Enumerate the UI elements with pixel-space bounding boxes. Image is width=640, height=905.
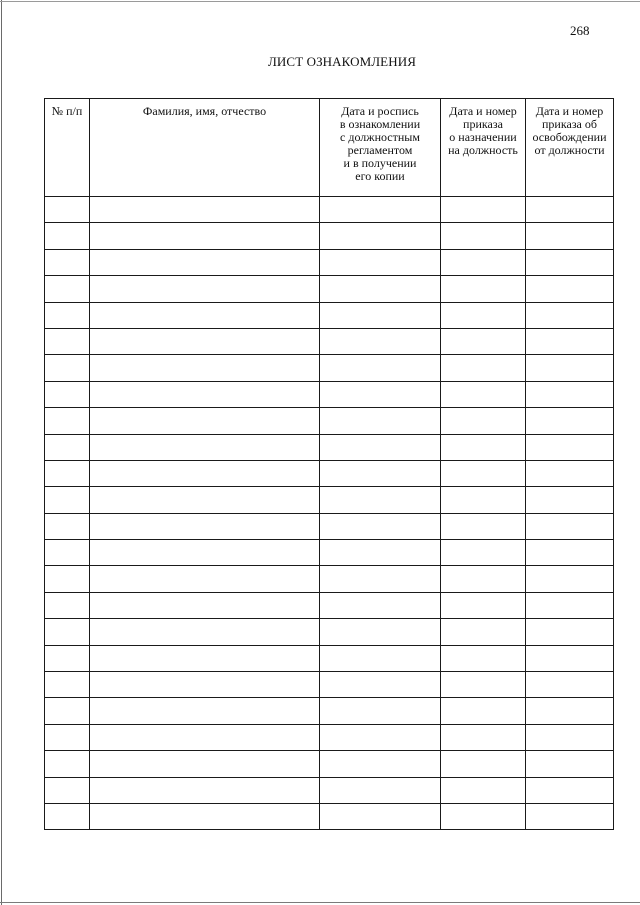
table-row: [45, 223, 614, 249]
table-cell[interactable]: [45, 777, 90, 803]
table-cell[interactable]: [90, 724, 320, 750]
table-cell[interactable]: [90, 434, 320, 460]
table-cell[interactable]: [526, 434, 614, 460]
table-cell[interactable]: [90, 751, 320, 777]
table-cell[interactable]: [526, 302, 614, 328]
table-cell[interactable]: [45, 592, 90, 618]
table-cell[interactable]: [320, 751, 441, 777]
table-cell[interactable]: [320, 249, 441, 275]
table-cell[interactable]: [320, 777, 441, 803]
table-cell[interactable]: [45, 197, 90, 223]
table-cell[interactable]: [45, 751, 90, 777]
table-cell[interactable]: [526, 724, 614, 750]
table-cell[interactable]: [526, 645, 614, 671]
table-cell[interactable]: [320, 724, 441, 750]
table-cell[interactable]: [320, 197, 441, 223]
table-cell[interactable]: [90, 619, 320, 645]
table-cell[interactable]: [526, 223, 614, 249]
table-cell[interactable]: [90, 460, 320, 486]
table-cell[interactable]: [90, 592, 320, 618]
table-cell[interactable]: [441, 381, 526, 407]
table-row: [45, 619, 614, 645]
table-row: [45, 487, 614, 513]
table-cell[interactable]: [526, 276, 614, 302]
table-cell[interactable]: [45, 276, 90, 302]
header-acknowledgement-signature: Дата и роспись в ознакомлении с должностным регламентом и в получении его копии: [320, 99, 441, 197]
table-row: [45, 698, 614, 724]
table-cell[interactable]: [320, 592, 441, 618]
table-cell[interactable]: [90, 645, 320, 671]
table-row: [45, 197, 614, 223]
table-cell[interactable]: [441, 223, 526, 249]
table-cell[interactable]: [320, 645, 441, 671]
table-cell[interactable]: [320, 276, 441, 302]
table-cell[interactable]: [441, 197, 526, 223]
table-cell[interactable]: [90, 566, 320, 592]
table-row: [45, 803, 614, 829]
scan-edge-left: [1, 0, 2, 905]
table-cell[interactable]: [320, 381, 441, 407]
table-cell[interactable]: [45, 487, 90, 513]
table-cell[interactable]: [45, 434, 90, 460]
table-cell[interactable]: [441, 249, 526, 275]
table-cell[interactable]: [441, 408, 526, 434]
table-cell[interactable]: [441, 487, 526, 513]
table-cell[interactable]: [526, 328, 614, 354]
table-cell[interactable]: [90, 777, 320, 803]
table-cell[interactable]: [90, 302, 320, 328]
table-cell[interactable]: [441, 540, 526, 566]
table-cell[interactable]: [526, 592, 614, 618]
header-full-name: Фамилия, имя, отчество: [90, 99, 320, 197]
table-cell[interactable]: [441, 434, 526, 460]
header-dismissal-order: Дата и номер приказа об освобождении от должности: [526, 99, 614, 197]
table-row: [45, 408, 614, 434]
table-cell[interactable]: [441, 513, 526, 539]
table-cell[interactable]: [441, 276, 526, 302]
table-row: [45, 592, 614, 618]
table-row: [45, 249, 614, 275]
table-cell[interactable]: [441, 803, 526, 829]
page-number: 268: [570, 23, 590, 38]
table-cell[interactable]: [90, 513, 320, 539]
table-cell[interactable]: [320, 619, 441, 645]
table-cell[interactable]: [320, 434, 441, 460]
table-cell[interactable]: [45, 672, 90, 698]
table-cell[interactable]: [320, 672, 441, 698]
table-cell[interactable]: [45, 724, 90, 750]
table-cell[interactable]: [45, 249, 90, 275]
table-row: [45, 540, 614, 566]
table-cell[interactable]: [90, 197, 320, 223]
table-cell[interactable]: [45, 355, 90, 381]
table-cell[interactable]: [441, 724, 526, 750]
table-cell[interactable]: [90, 540, 320, 566]
table-cell[interactable]: [90, 381, 320, 407]
table-row: [45, 276, 614, 302]
scan-edge-top: [0, 1, 640, 2]
table-cell[interactable]: [90, 408, 320, 434]
table-cell[interactable]: [526, 355, 614, 381]
table-cell[interactable]: [526, 672, 614, 698]
table-cell[interactable]: [320, 566, 441, 592]
table-cell[interactable]: [526, 777, 614, 803]
table-cell[interactable]: [526, 619, 614, 645]
acknowledgement-table: [44, 98, 614, 830]
table-row: [45, 751, 614, 777]
table-cell[interactable]: [45, 223, 90, 249]
table-cell[interactable]: [45, 381, 90, 407]
table-cell[interactable]: [441, 302, 526, 328]
table-cell[interactable]: [320, 540, 441, 566]
table-row: [45, 645, 614, 671]
table-cell[interactable]: [45, 540, 90, 566]
table-row: [45, 566, 614, 592]
table-cell[interactable]: [526, 381, 614, 407]
table-row: [45, 672, 614, 698]
table-cell[interactable]: [526, 566, 614, 592]
table-row: [45, 460, 614, 486]
table-cell[interactable]: [90, 328, 320, 354]
table-row: [45, 381, 614, 407]
table-cell[interactable]: [526, 540, 614, 566]
table-cell[interactable]: [45, 619, 90, 645]
table-cell[interactable]: [320, 408, 441, 434]
table-cell[interactable]: [90, 487, 320, 513]
table-cell[interactable]: [320, 460, 441, 486]
table-cell[interactable]: [441, 619, 526, 645]
table-cell[interactable]: [526, 460, 614, 486]
table-cell[interactable]: [526, 408, 614, 434]
table-cell[interactable]: [320, 803, 441, 829]
table-cell[interactable]: [441, 751, 526, 777]
table-cell[interactable]: [441, 355, 526, 381]
table-cell[interactable]: [45, 328, 90, 354]
table-cell[interactable]: [526, 698, 614, 724]
table-cell[interactable]: [90, 698, 320, 724]
table-cell[interactable]: [320, 698, 441, 724]
table-cell[interactable]: [45, 645, 90, 671]
table-cell[interactable]: [90, 355, 320, 381]
table-cell[interactable]: [90, 672, 320, 698]
table-row: [45, 302, 614, 328]
table-cell[interactable]: [90, 223, 320, 249]
table-cell[interactable]: [320, 302, 441, 328]
table-cell[interactable]: [320, 355, 441, 381]
table-cell[interactable]: [45, 566, 90, 592]
table-cell[interactable]: [441, 672, 526, 698]
header-row-number: № п/п: [45, 99, 90, 197]
table-cell[interactable]: [90, 249, 320, 275]
table-cell[interactable]: [441, 592, 526, 618]
table-cell[interactable]: [320, 223, 441, 249]
page-title: ЛИСТ ОЗНАКОМЛЕНИЯ: [268, 54, 416, 69]
table-cell[interactable]: [526, 487, 614, 513]
table-cell[interactable]: [45, 302, 90, 328]
table-cell[interactable]: [45, 460, 90, 486]
table-cell[interactable]: [441, 777, 526, 803]
table-header-row: [45, 99, 614, 197]
table-row: [45, 328, 614, 354]
table-cell[interactable]: [45, 698, 90, 724]
table-cell[interactable]: [526, 803, 614, 829]
table-cell[interactable]: [441, 328, 526, 354]
table-cell[interactable]: [526, 751, 614, 777]
table-cell[interactable]: [526, 249, 614, 275]
table-cell[interactable]: [441, 566, 526, 592]
table-cell[interactable]: [45, 803, 90, 829]
table-body: [45, 197, 614, 830]
table-cell[interactable]: [526, 513, 614, 539]
table-row: [45, 513, 614, 539]
table-row: [45, 777, 614, 803]
table-cell[interactable]: [441, 698, 526, 724]
table-row: [45, 434, 614, 460]
table-cell[interactable]: [45, 408, 90, 434]
header-appointment-order: Дата и номер приказа о назначении на должность: [441, 99, 526, 197]
table-cell[interactable]: [90, 276, 320, 302]
table-cell[interactable]: [90, 803, 320, 829]
table-cell[interactable]: [441, 460, 526, 486]
scan-edge-bottom: [0, 902, 640, 903]
table-cell[interactable]: [45, 513, 90, 539]
table-row: [45, 724, 614, 750]
table-cell[interactable]: [526, 197, 614, 223]
table-cell[interactable]: [320, 328, 441, 354]
table-cell[interactable]: [441, 645, 526, 671]
table-cell[interactable]: [320, 487, 441, 513]
table-cell[interactable]: [320, 513, 441, 539]
table-row: [45, 355, 614, 381]
